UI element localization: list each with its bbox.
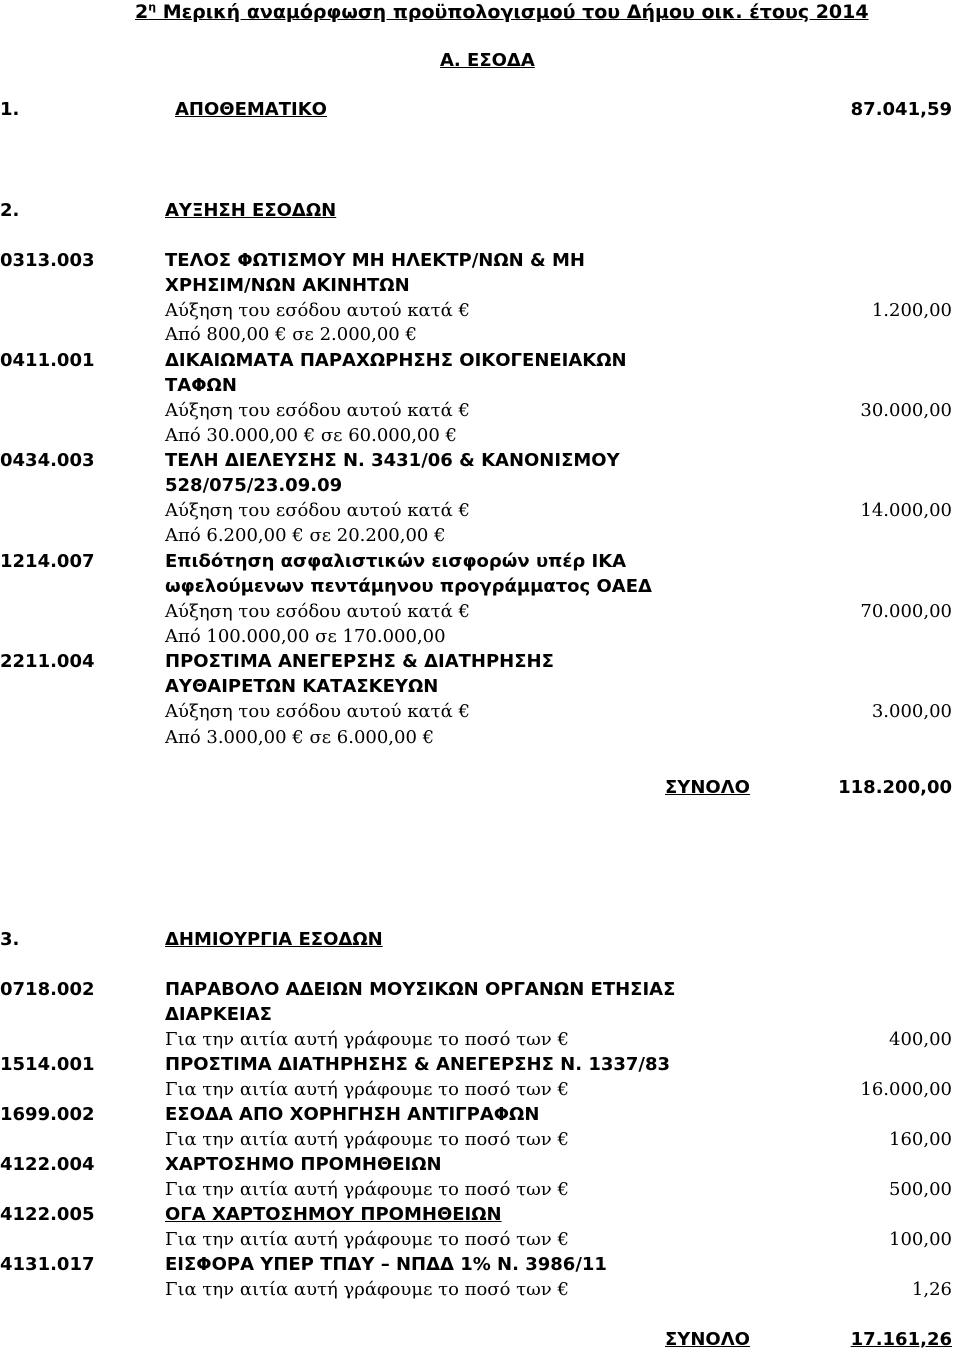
inc-code: 2211.004 <box>0 651 95 672</box>
cre-desc: Για την αιτία αυτή γράφουμε το ποσό των € <box>165 1029 569 1050</box>
inc-amount: 30.000,00 <box>860 400 952 421</box>
inc-amount: 70.000,00 <box>860 601 952 622</box>
cre-code: 1699.002 <box>0 1104 95 1125</box>
inc-increase: Αύξηση του εσόδου αυτού κατά € <box>165 601 470 622</box>
inc-from-to: Από 30.000,00 € σε 60.000,00 € <box>165 425 458 446</box>
cre-amount: 16.000,00 <box>860 1079 952 1100</box>
inc-title-2: ΧΡΗΣΙΜ/ΝΩΝ ΑΚΙΝΗΤΩΝ <box>165 275 410 296</box>
inc-title-1: ΔΙΚΑΙΩΜΑΤΑ ΠΑΡΑΧΩΡΗΣΗΣ ΟΙΚΟΓΕΝΕΙΑΚΩΝ <box>165 350 627 371</box>
total1-label: ΣΥΝΟΛΟ <box>665 777 750 798</box>
s3-num: 3. <box>0 929 20 950</box>
cre-title-2: ΔΙΑΡΚΕΙΑΣ <box>165 1004 272 1025</box>
inc-code: 1214.007 <box>0 551 95 572</box>
inc-title-1: Επιδότηση ασφαλιστικών εισφορών υπέρ ΙΚΑ <box>165 551 627 572</box>
s1-num: 1. <box>0 99 20 120</box>
inc-amount: 14.000,00 <box>860 500 952 521</box>
s1-amount: 87.041,59 <box>850 99 952 120</box>
inc-amount: 3.000,00 <box>871 701 952 722</box>
inc-code: 0313.003 <box>0 250 95 271</box>
s3-label: ΔΗΜΙΟΥΡΓΙΑ ΕΣΟΔΩΝ <box>165 929 383 950</box>
document-title <box>135 0 869 24</box>
inc-title-2: ΑΥΘΑΙΡΕΤΩΝ ΚΑΤΑΣΚΕΥΩΝ <box>165 676 439 697</box>
inc-increase: Αύξηση του εσόδου αυτού κατά € <box>165 500 470 521</box>
cre-code: 4131.017 <box>0 1254 95 1275</box>
cre-desc: Για την αιτία αυτή γράφουμε το ποσό των € <box>165 1229 569 1250</box>
title-text: Μερική αναμόρφωση προϋπολογισμού του Δήμου οικ. έτους 2014 <box>156 1 869 23</box>
cre-amount: 1,26 <box>911 1279 952 1300</box>
section-a-heading: Α. ΕΣΟΔΑ <box>440 50 535 71</box>
inc-increase: Αύξηση του εσόδου αυτού κατά € <box>165 300 470 321</box>
cre-code: 0718.002 <box>0 979 95 1000</box>
inc-from-to: Από 100.000,00 σε 170.000,00 <box>165 626 446 647</box>
cre-code: 4122.005 <box>0 1204 95 1225</box>
cre-amount: 400,00 <box>889 1029 952 1050</box>
cre-desc: Για την αιτία αυτή γράφουμε το ποσό των € <box>165 1179 569 1200</box>
cre-title-1: ΕΣΟΔΑ ΑΠΟ ΧΟΡΗΓΗΣΗ ΑΝΤΙΓΡΑΦΩΝ <box>165 1104 540 1125</box>
inc-increase: Αύξηση του εσόδου αυτού κατά € <box>165 400 470 421</box>
cre-amount: 160,00 <box>889 1129 952 1150</box>
cre-title-1: ΕΙΣΦΟΡΑ ΥΠΕΡ ΤΠΔΥ – ΝΠΔΔ 1% Ν. 3986/11 <box>165 1254 607 1275</box>
cre-desc: Για την αιτία αυτή γράφουμε το ποσό των € <box>165 1129 569 1150</box>
inc-code: 0411.001 <box>0 350 95 371</box>
s2-label: ΑΥΞΗΣΗ ΕΣΟΔΩΝ <box>165 200 337 221</box>
cre-amount: 500,00 <box>889 1179 952 1200</box>
cre-title-1: ΟΓΑ ΧΑΡΤΟΣΗΜΟΥ ΠΡΟΜΗΘΕΙΩΝ <box>165 1204 502 1225</box>
inc-increase: Αύξηση του εσόδου αυτού κατά € <box>165 701 470 722</box>
inc-title-2: ωφελούμενων πεντάμηνου προγράμματος ΟΑΕΔ <box>165 576 652 597</box>
inc-title-2: 528/075/23.09.09 <box>165 475 343 496</box>
inc-amount: 1.200,00 <box>871 300 952 321</box>
inc-from-to: Από 800,00 € σε 2.000,00 € <box>165 324 417 345</box>
cre-amount: 100,00 <box>889 1229 952 1250</box>
inc-from-to: Από 6.200,00 € σε 20.200,00 € <box>165 525 446 546</box>
total2-label: ΣΥΝΟΛΟ <box>665 1329 750 1350</box>
cre-title-1: ΠΡΟΣΤΙΜΑ ΔΙΑΤΗΡΗΣΗΣ & ΑΝΕΓΕΡΣΗΣ Ν. 1337/83 <box>165 1054 671 1075</box>
title-sup: η <box>148 0 157 14</box>
cre-title-1: ΠΑΡΑΒΟΛΟ ΑΔΕΙΩΝ ΜΟΥΣΙΚΩΝ ΟΡΓΑΝΩΝ ΕΤΗΣΙΑΣ <box>165 979 676 1000</box>
s1-label: ΑΠΟΘΕΜΑΤΙΚΟ <box>175 99 327 120</box>
total1-amount: 118.200,00 <box>838 777 952 798</box>
cre-desc: Για την αιτία αυτή γράφουμε το ποσό των € <box>165 1079 569 1100</box>
inc-title-2: ΤΑΦΩΝ <box>165 375 237 396</box>
inc-title-1: ΤΕΛΟΣ ΦΩΤΙΣΜΟΥ ΜΗ ΗΛΕΚΤΡ/ΝΩΝ & ΜΗ <box>165 250 585 271</box>
s2-num: 2. <box>0 200 20 221</box>
cre-desc: Για την αιτία αυτή γράφουμε το ποσό των € <box>165 1279 569 1300</box>
cre-code: 4122.004 <box>0 1154 95 1175</box>
cre-code: 1514.001 <box>0 1054 95 1075</box>
title-number: 2 <box>135 1 149 23</box>
total2-amount: 17.161,26 <box>850 1329 952 1350</box>
cre-title-1: ΧΑΡΤΟΣΗΜΟ ΠΡΟΜΗΘΕΙΩΝ <box>165 1154 442 1175</box>
inc-title-1: ΠΡΟΣΤΙΜΑ ΑΝΕΓΕΡΣΗΣ & ΔΙΑΤΗΡΗΣΗΣ <box>165 651 554 672</box>
inc-code: 0434.003 <box>0 450 95 471</box>
inc-title-1: ΤΕΛΗ ΔΙΕΛΕΥΣΗΣ Ν. 3431/06 & ΚΑΝΟΝΙΣΜΟΥ <box>165 450 620 471</box>
inc-from-to: Από 3.000,00 € σε 6.000,00 € <box>165 727 435 748</box>
